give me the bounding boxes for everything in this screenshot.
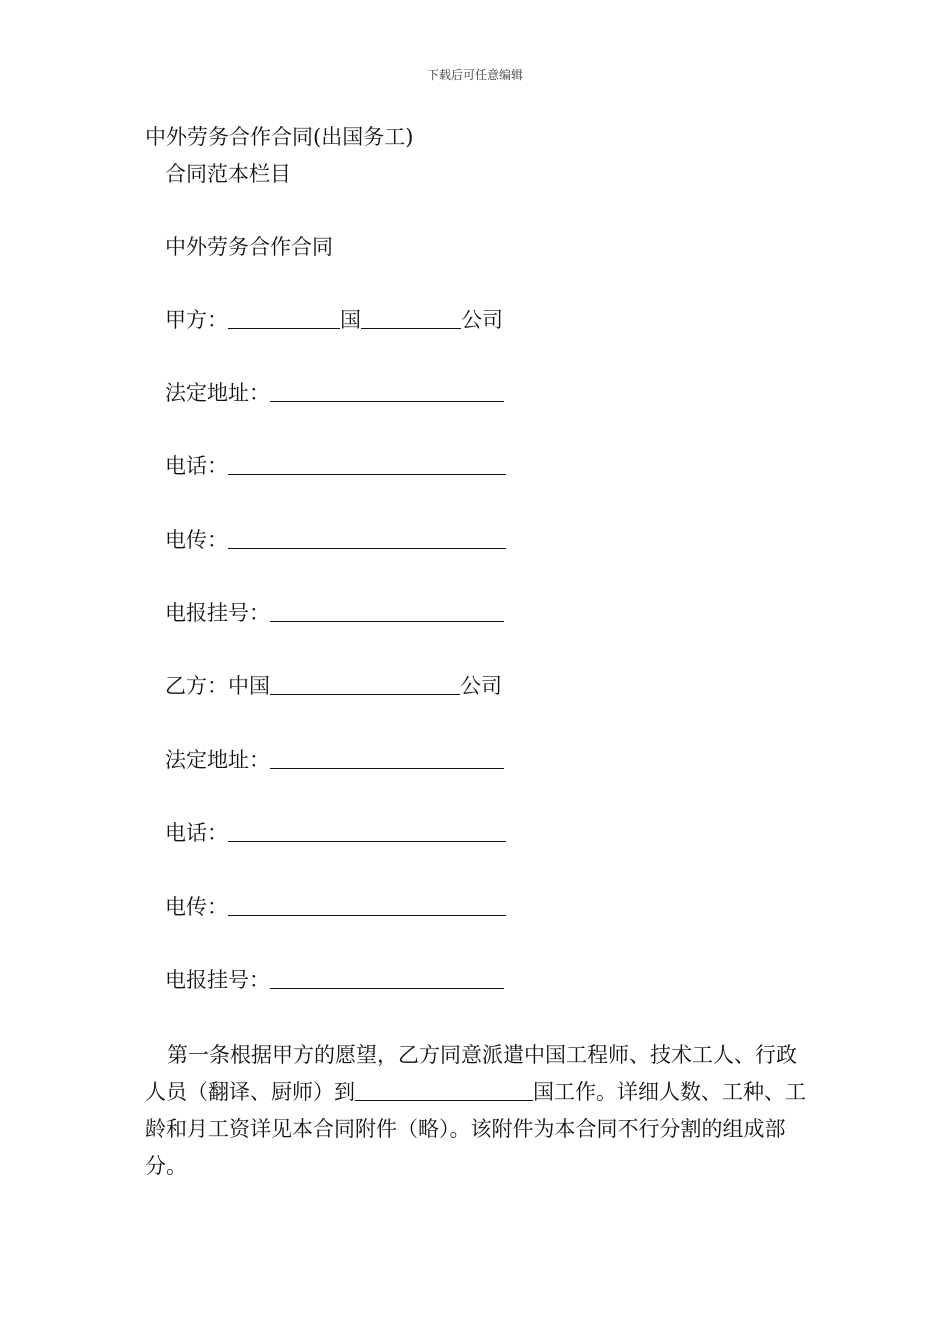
- party-a-fax-line: [165, 525, 506, 555]
- party-a-fax-label: 电传：: [165, 528, 228, 552]
- party-a-telegraph-line: [165, 598, 504, 628]
- party-a-telegraph-label: 电报挂号：: [165, 601, 270, 625]
- party-b-address-blank: [270, 746, 504, 769]
- party-b-phone-blank: [228, 819, 506, 842]
- party-a-address-blank: [270, 379, 504, 402]
- party-a-company-suffix: 公司: [461, 308, 503, 332]
- subtitle: 合同范本栏目: [165, 162, 291, 186]
- document-title: 中外劳务合作合同(出国务工): [145, 125, 414, 149]
- party-a-address-line: [165, 378, 504, 408]
- party-b-line: [165, 671, 502, 701]
- party-a-phone-blank: [228, 452, 506, 475]
- party-b-phone-line: [165, 818, 506, 848]
- party-a-phone-label: 电话：: [165, 454, 228, 478]
- contract-heading: 中外劳务合作合同: [165, 235, 333, 259]
- page-header: 下载后可任意编辑: [426, 68, 523, 82]
- party-b-telegraph-line: [165, 965, 504, 995]
- party-b-address-label: 法定地址：: [165, 748, 270, 772]
- party-a-line: [165, 305, 503, 335]
- party-b-fax-label: 电传：: [165, 895, 228, 919]
- party-a-phone-line: [165, 451, 506, 481]
- party-b-fax-blank: [228, 893, 506, 916]
- article-1-paragraph: [145, 1037, 810, 1185]
- article-1-country-blank: [355, 1078, 533, 1101]
- party-a-fax-blank: [228, 526, 506, 549]
- party-b-address-line: [165, 745, 504, 775]
- party-b-company-blank: [270, 672, 460, 695]
- party-b-telegraph-blank: [270, 966, 504, 989]
- party-b-phone-label: 电话：: [165, 821, 228, 845]
- party-b-telegraph-label: 电报挂号：: [165, 968, 270, 992]
- party-b-label: 乙方：中国: [165, 674, 270, 698]
- party-b-fax-line: [165, 892, 506, 922]
- party-a-country-suffix: 国: [340, 308, 361, 332]
- article-1-text-2: 国工作。详细人数、工种、工龄和月工资详见本合同附件（略）。该附件为本合同不行分割的组成部分。: [145, 1080, 806, 1178]
- party-b-company-suffix: 公司: [460, 674, 502, 698]
- party-a-label: 甲方：: [165, 308, 228, 332]
- party-a-address-label: 法定地址：: [165, 381, 270, 405]
- party-a-company-blank: [361, 306, 461, 329]
- article-1-text-1: 第一条根据甲方的愿望，乙方同意派遣中国工程师、技术工人、行政人员（翻译、厨师）到: [145, 1043, 797, 1104]
- party-a-telegraph-blank: [270, 599, 504, 622]
- party-a-country-blank: [228, 306, 340, 329]
